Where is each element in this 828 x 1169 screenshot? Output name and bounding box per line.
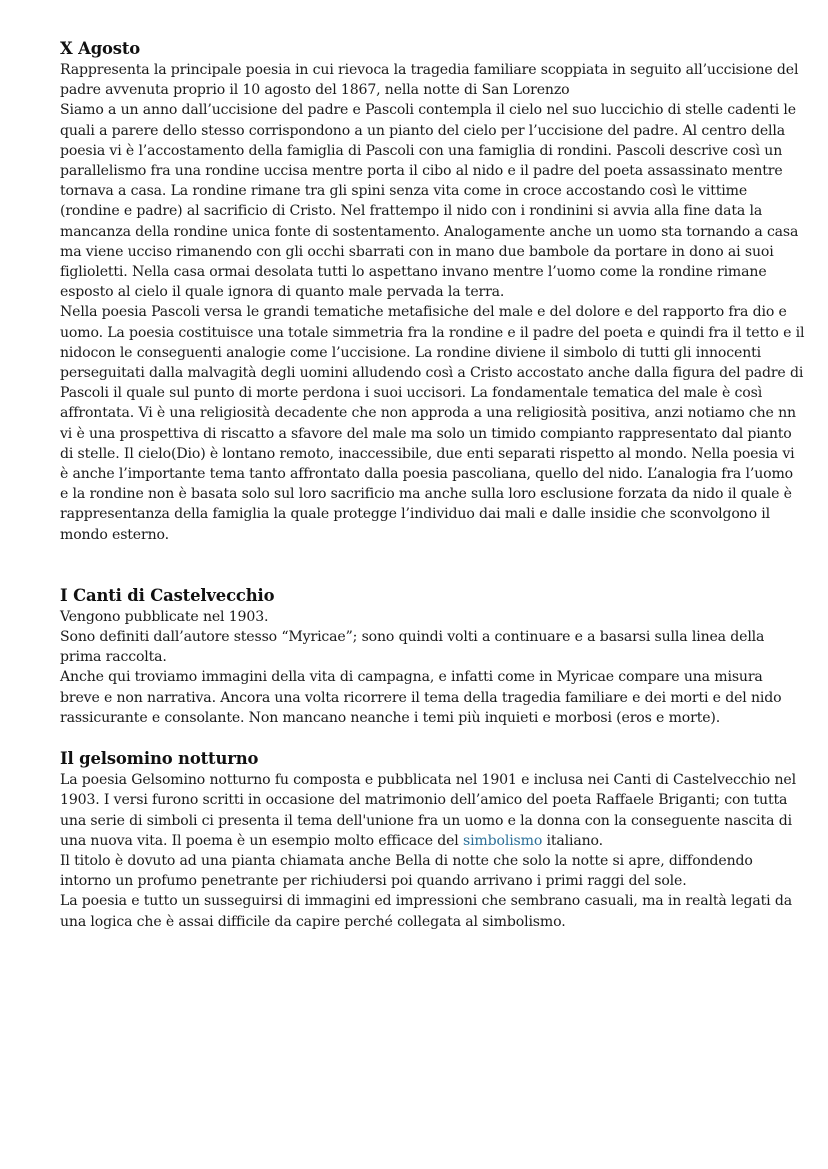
paragraph-text: italiano. [542,832,603,849]
paragraph: La poesia e tutto un susseguirsi di immagini ed impressioni che sembrano casuali, ma in realtà legati da una logica che è assai difficile da capire perché collegata al simbolismo. [60,893,792,930]
document-page [60,38,805,932]
section-gelsomino-notturno [60,748,805,932]
section-canti-di-castelvecchio [60,585,805,728]
paragraph: Sono definiti dall’autore stesso “Myricae”; sono quindi volti a continuare e a basarsi sulla linea della prima raccolta. [60,629,765,666]
simbolismo-link[interactable]: simbolismo [462,832,543,849]
paragraph: Siamo a un anno dall’uccisione del padre e Pascoli contempla il cielo nel suo luccichio di stelle cadenti le quali a parere dello stesso corrispondono a un pianto del cielo per l’uccisione del padre. Al centro della poesia vi è l’accostamento della famiglia di Pascoli con una famiglia di rondini. Pascoli descrive così un parallelismo fra una rondine uccisa mentre porta il cibo al nido e il padre del poeta assassinato mentre tornava a casa. La rondine rimane tra gli spini senza vita come in croce accostando così le vittime (rondine e padre) al sacrificio di Cristo. Nel frattempo il nido con i rondinini si avvia alla fine data la mancanza della rondine unica fonte di sostentamento. Analogamente anche un uomo sta tornando a casa ma viene ucciso rimanendo con gli occhi sbarrati con in mano due bambole da portare in dono ai suoi figlioletti. Nella casa ormai desolata tutti lo aspettano invano mentre l’uomo come la rondine rimane esposto al cielo il quale ignora di quanto male pervada la terra. [60,102,799,301]
section-title: Il gelsomino notturno [60,749,259,769]
section-title: I Canti di Castelvecchio [60,585,275,605]
paragraph: Nella poesia Pascoli versa le grandi tematiche metafisiche del male e del dolore e del rapporto fra dio e uomo. La poesia costituisce una totale simmetria fra la rondine e il padre del poeta e quindi fra il tetto e il nidocon le conseguenti analogie come l’uccisione. La rondine diviene il simbolo di tutti gli innocenti perseguitati dalla malvagità degli uomini alludendo così a Cristo accostato anche dalla figura del padre di Pascoli il quale sul punto di morte perdona i suoi uccisori. La fondamentale tematica del male è così affrontata. Vi è una religiosità decadente che non approda a una religiosità positiva, anzi notiamo che nn vi è una prospettiva di riscatto a sfavore del male ma solo un timido compianto rappresentato dal pianto di stelle. Il cielo(Dio) è lontano remoto, inaccessibile, due enti separati rispetto al mondo. Nella poesia vi è anche l’importante tema tanto affrontato dalla poesia pascoliana, quello del nido. L’analogia fra l’uomo e la rondine non è basata solo sul loro sacrificio ma anche sulla loro esclusione forzata da nido il quale è rappresentanza della famiglia la quale protegge l’individuo dai mali e dalle insidie che sconvolgono il mondo esterno. [60,304,805,543]
section-x-agosto [60,38,805,545]
paragraph: Vengono pubblicate nel 1903. [60,608,269,625]
paragraph: Il titolo è dovuto ad una pianta chiamata anche Bella di notte che solo la notte si apre, diffondendo intorno un profumo penetrante per richiudersi poi quando arrivano i primi raggi del sole. [60,852,753,890]
section-title: X Agosto [60,39,141,58]
paragraph: Rappresenta la principale poesia in cui rievoca la tragedia familiare scoppiata in seguito all’uccisione del padre avvenuta proprio il 10 agosto del 1867, nella notte di San Lorenzo [60,62,799,99]
paragraph-text: La poesia Gelsomino notturno fu composta e pubblicata nel 1901 e inclusa nei Canti di Castelvecchio nel 1903. I versi furono scritti in occasione del matrimonio dell’amico del poeta Raffaele Briganti; con tutta una serie di simboli ci presenta il tema dell'unione fra un uomo e la donna con la conseguente nascita di una nuova vita. Il poema è un esempio molto efficace del [60,772,796,849]
paragraph [60,770,805,851]
paragraph: Anche qui troviamo immagini della vita di campagna, e infatti come in Myricae compare una misura breve e non narrativa. Ancora una volta ricorrere il tema della tragedia familiare e dei morti e del nido rassicurante e consolante. Non mancano neanche i temi più inquieti e morbosi (eros e morte). [60,669,782,726]
